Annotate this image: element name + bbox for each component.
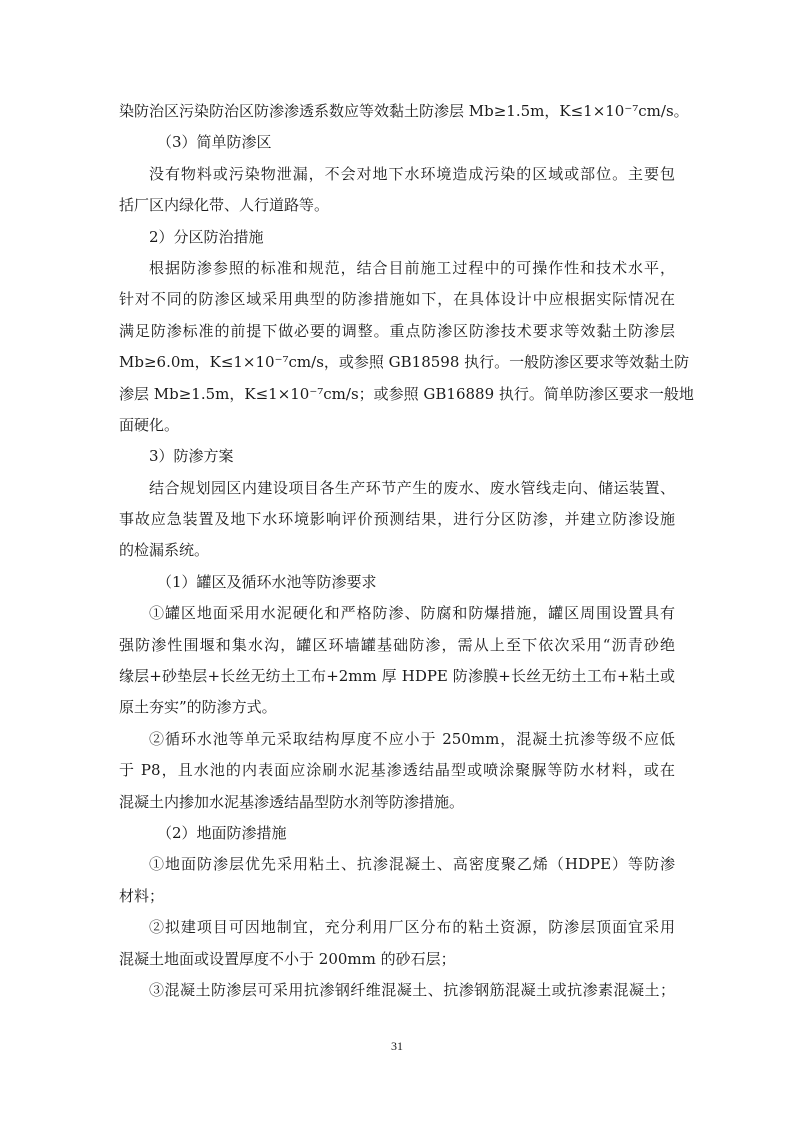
text-line: 缘层+砂垫层+长丝无纺土工布+2mm 厚 HDPE 防渗膜+长丝无纺土工布+粘土或 [119, 667, 675, 686]
text-line: ③混凝土防渗层可采用抗渗钢纤维混凝土、抗渗钢筋混凝土或抗渗素混凝土； [149, 980, 675, 999]
text-line: 材料； [119, 886, 165, 905]
text-line: 括厂区内绿化带、人行道路等。 [119, 196, 330, 215]
text-line: 渗层 Mb≥1.5m，K≤1×10⁻⁷cm/s；或参照 GB16889 执行。简单防渗区要求一般地 [119, 384, 694, 403]
text-line: 针对不同的防渗区域采用典型的防渗措施如下，在具体设计中应根据实际情况在 [119, 290, 675, 309]
text-line: （2）地面防渗措施 [157, 823, 287, 842]
text-line: 于 P8，且水池的内表面应涂刷水泥基渗透结晶型或喷涂聚脲等防水材料，或在 [119, 761, 675, 780]
page-number: 31 [391, 1039, 403, 1053]
text-line: 根据防渗参照的标准和规范，结合目前施工过程中的可操作性和技术水平， [149, 258, 675, 277]
text-line: ①罐区地面采用水泥硬化和严格防渗、防腐和防爆措施，罐区周围设置具有 [149, 604, 675, 623]
text-line: 混凝土地面或设置厚度不小于 200mm 的砂石层； [119, 949, 456, 968]
text-line: （3）简单防渗区 [157, 133, 272, 152]
text-line: 没有物料或污染物泄漏，不会对地下水环境造成污染的区域或部位。主要包 [149, 164, 675, 183]
text-line: 事故应急装置及地下水环境影响评价预测结果，进行分区防渗，并建立防渗设施 [119, 510, 675, 529]
text-line: 的检漏系统。 [119, 541, 210, 560]
text-line: ②循环水池等单元采取结构厚度不应小于 250mm，混凝土抗渗等级不应低 [149, 729, 675, 748]
text-line: （1）罐区及循环水池等防渗要求 [157, 572, 377, 591]
text-line: 染防治区污染防治区防渗渗透系数应等效黏土防渗层 Mb≥1.5m，K≤1×10⁻⁷cm/s。 [119, 102, 689, 120]
body-text [119, 96, 694, 1006]
text-line: ①地面防渗层优先采用粘土、抗渗混凝土、高密度聚乙烯（HDPE）等防渗 [149, 855, 675, 874]
text-line: 结合规划园区内建设项目各生产环节产生的废水、废水管线走向、储运装置、 [149, 478, 675, 497]
text-line: ②拟建项目可因地制宜，充分利用厂区分布的粘土资源，防渗层顶面宜采用 [149, 918, 675, 937]
text-line: 满足防渗标准的前提下做必要的调整。重点防渗区防渗技术要求等效黏土防渗层 [119, 321, 675, 340]
text-line: 面硬化。 [119, 415, 180, 434]
text-line: Mb≥6.0m，K≤1×10⁻⁷cm/s，或参照 GB18598 执行。一般防渗区要求等效黏土防 [119, 353, 690, 372]
text-line: 混凝土内掺加水泥基渗透结晶型防水剂等防渗措施。 [119, 792, 465, 811]
text-line: 强防渗性围堰和集水沟，罐区环墙罐基础防渗，需从上至下依次采用“沥青砂绝 [119, 635, 675, 654]
text-line: 3）防渗方案 [149, 447, 234, 466]
text-line: 原土夯实”的防渗方式。 [119, 698, 277, 717]
text-line: 2）分区防治措施 [149, 227, 264, 246]
